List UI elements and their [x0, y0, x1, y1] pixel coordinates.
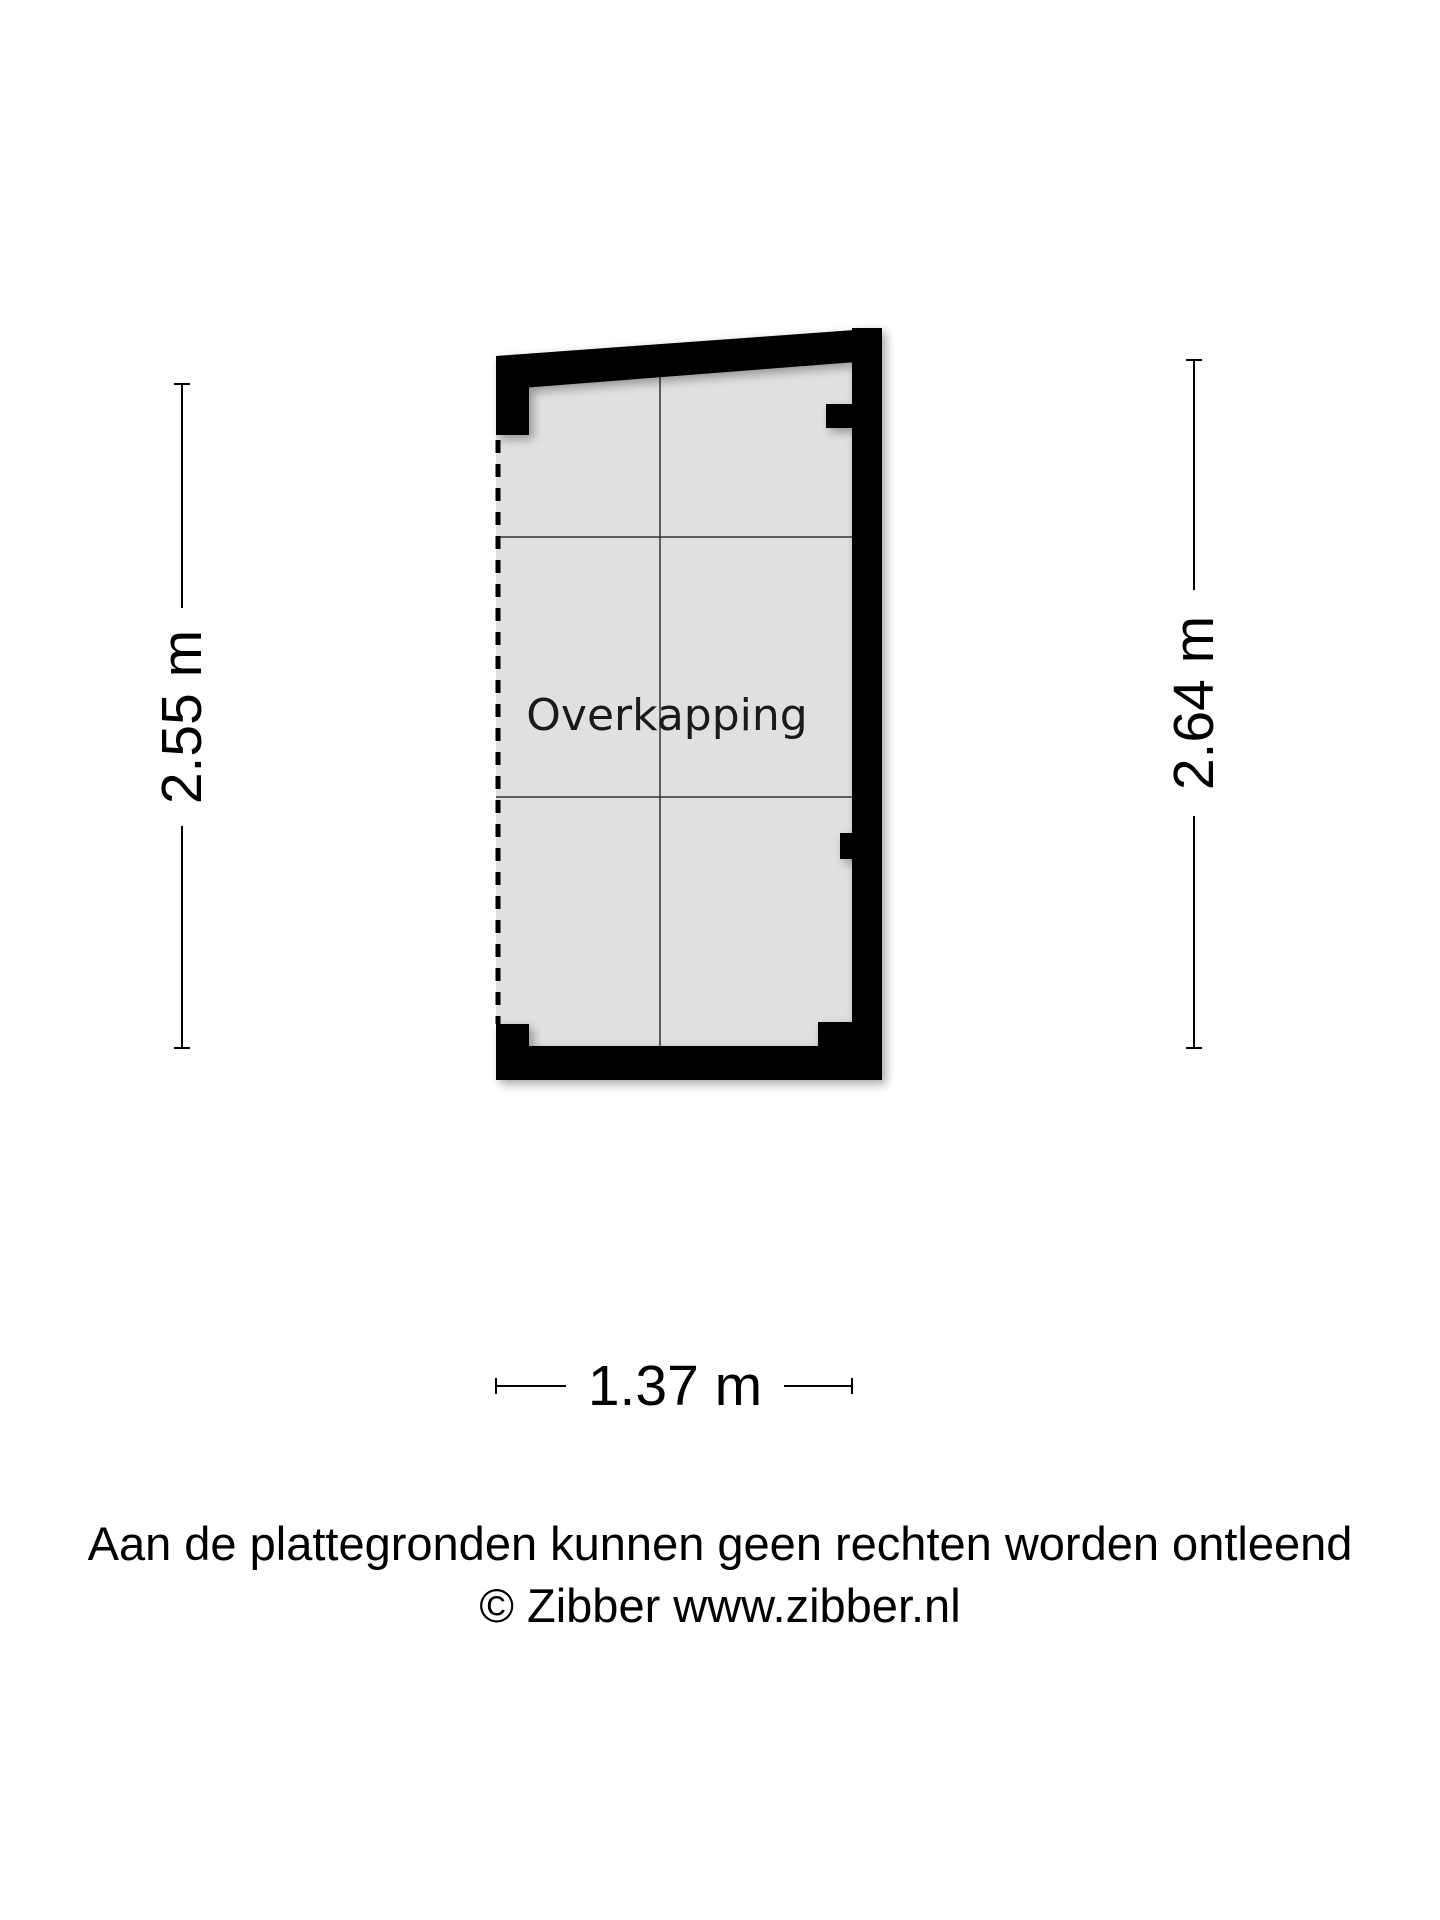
room-label: Overkapping	[526, 690, 808, 741]
dimension-left-label: 2.55 m	[150, 629, 214, 805]
disclaimer-text: Aan de plattegronden kunnen geen rechten worden ontleend	[87, 1517, 1353, 1570]
copyright-text: © Zibber www.zibber.nl	[479, 1579, 961, 1632]
dimension-right-label: 2.64 m	[1162, 615, 1226, 791]
dimension-bottom-label: 1.37 m	[587, 1354, 763, 1418]
